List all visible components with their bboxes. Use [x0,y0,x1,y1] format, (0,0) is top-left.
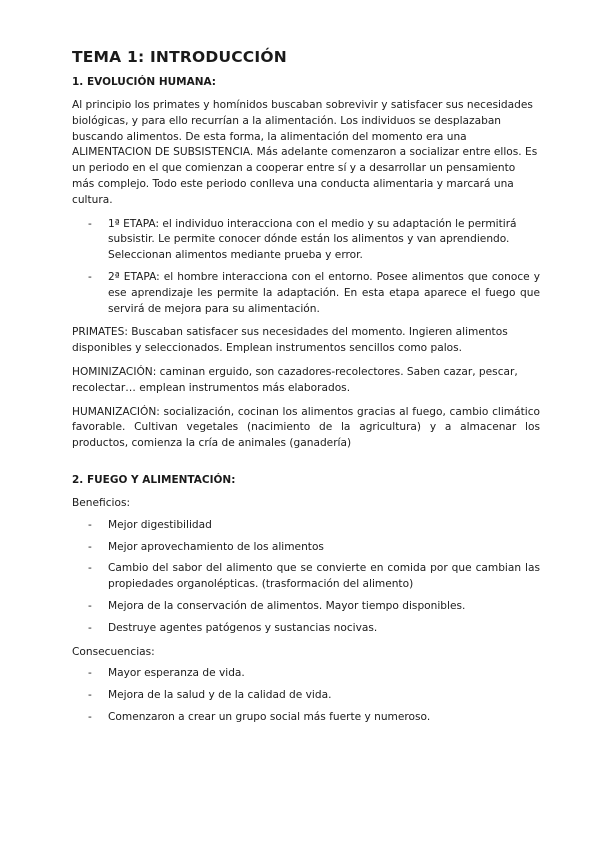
dash-bullet: - [88,667,92,680]
dash-bullet: - [88,217,92,230]
consequences-list [72,666,540,725]
dash-bullet: - [88,689,92,702]
section-heading-fuego: 2. FUEGO Y ALIMENTACIÓN: [72,473,236,486]
list-item: - Mejor aprovechamiento de los alimentos [72,540,540,556]
document-page [72,48,540,734]
benefits-label: Beneficios: [72,496,131,509]
dash-bullet: - [88,518,92,531]
dash-bullet: - [88,599,92,612]
dash-bullet: - [88,710,92,723]
dash-bullet: - [88,562,92,575]
benefits-list [72,518,540,637]
humanizacion-paragraph: HUMANIZACIÓN: socialización, cocinan los alimentos gracias al fuego, cambio climático favorable. Cultivan vegetales (nacimiento de la agricultura) y a almacenar los productos, comienza la cría de animales (ganadería) [72,405,540,450]
dash-bullet: - [88,540,92,553]
dash-bullet: - [88,270,92,283]
list-item: - 2ª ETAPA: el hombre interacciona con el entorno. Posee alimentos que conoce y ese aprendizaje les permite la adaptación. En esta etapa aparece el fuego que servirá de mejora para su alimentación. [88,270,540,315]
list-item: - Mejora de la salud y de la calidad de vida. [72,688,540,704]
list-item: - Mejora de la conservación de alimentos. Mayor tiempo disponibles. [72,599,540,615]
list-item: - Mayor esperanza de vida. [72,666,540,682]
section-heading-evolucion: 1. EVOLUCIÓN HUMANA: [72,76,217,88]
consequences-label: Consecuencias: [72,645,155,658]
list-item: - Mejor digestibilidad [72,518,540,534]
dash-bullet: - [88,621,92,634]
page-title: TEMA 1: INTRODUCCIÓN [72,48,287,66]
list-item: - Cambio del sabor del alimento que se convierte en comida por que cambian las propiedades organolépticas. (trasformación del alimento) [88,562,540,591]
list-item: - Comenzaron a crear un grupo social más fuerte y numeroso. [72,710,540,726]
hominizacion-paragraph: HOMINIZACIÓN: caminan erguido, son cazadores-recolectores. Saben cazar, pescar, [72,365,518,378]
list-item: - Destruye agentes patógenos y sustancias nocivas. [72,621,540,637]
stages-list [72,217,540,318]
hominizacion-paragraph-cont: recolectar… emplean instrumentos más elaborados. [72,381,351,394]
list-item: - 1ª ETAPA: el individuo interacciona con el medio y su adaptación le permitirá subsistir. Le permite conocer dónde están los alimentos y van aprendiendo. Seleccionan alimentos mediante prueba y error. [88,217,517,262]
primates-paragraph: PRIMATES: Buscaban satisfacer sus necesidades del momento. Ingieren alimentos disponibles y seleccionados. Emplean instrumentos sencillos como palos. [72,326,508,355]
intro-paragraph: Al principio los primates y homínidos buscaban sobrevivir y satisfacer sus necesidades biológicas, y para ello recurrían a la alimentación. Los individuos se desplazaban buscando alimentos. De esta forma, la alimentación del momento era una ALIMENTACION DE SUBSISTENCIA. Más adelante comenzaron a socializar entre ellos. Es un periodo en el que comienzan a cooperar entre sí y a desarrollar un pensamiento más complejo. Todo este periodo conlleva una conducta alimentaria y marcará una cultura. [72,99,538,206]
